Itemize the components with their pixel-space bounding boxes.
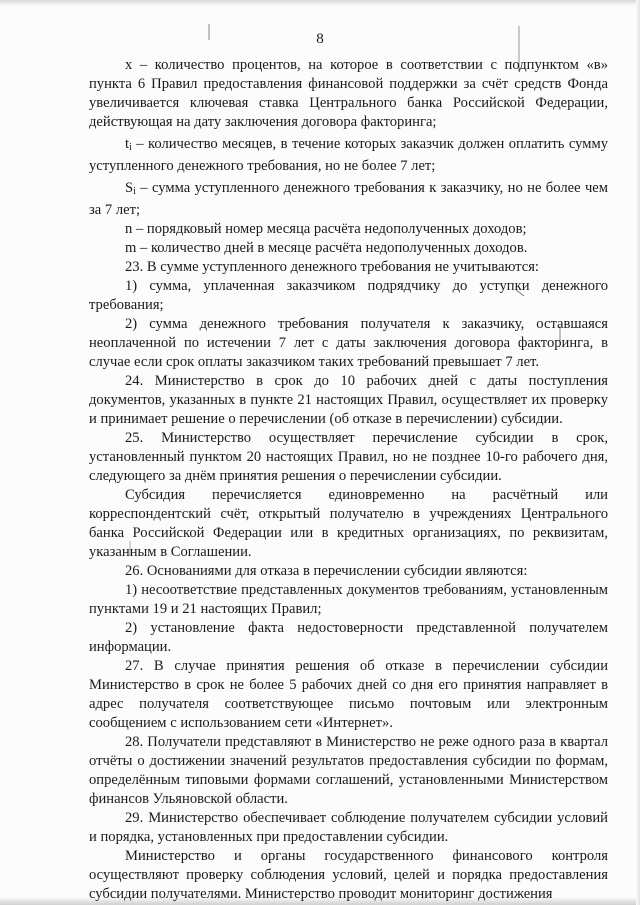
paragraph-x-definition: x – количество процентов, на которое в соответствии с подпунктом «в» пункта 6 Правил предоставления финансовой поддержки за счёт средств Фонда увеличивается ключевая ставка Центрального банка Российской Федерации, действующая на дату заключения договора факторинга; [89, 57, 608, 130]
body-text [89, 56, 608, 904]
paragraph-t-definition [89, 135, 608, 176]
symbol-t: t [125, 136, 130, 152]
paragraph-26-item-1: 1) несоответствие представленных документов требованиям, установленным пунктами 19 и 21 настоящих Правил; [89, 582, 608, 617]
paragraph-23-item-2: 2) сумма денежного требования получателя к заказчику, оставшаяся неоплаченной по истечении 7 лет с даты заключения договора факторинга, в случае если срок оплаты заказчиком таких требований превышает 7 лет. [89, 316, 608, 370]
paragraph-25: 25. Министерство осуществляет перечисление субсидии в срок, установленный пунктом 20 настоящих Правил, но не позднее 10-го рабочего дня, следующего за днём принятия решения о перечислении субсидии. [89, 430, 608, 484]
symbol-t-subscript: i [129, 142, 132, 153]
paragraph-n-definition: n – порядковый номер месяца расчёта недополученных доходов; [125, 221, 527, 237]
symbol-s: S [125, 180, 134, 196]
paragraph-26-item-2: 2) установление факта недостоверности представленной получателем информации. [89, 620, 608, 655]
paragraph-23-item-1: 1) сумма, уплаченная заказчиком подрядчику до уступки денежного требования; [89, 278, 608, 313]
paragraph-25-continued: Субсидия перечисляется единовременно на расчётный или корреспондентский счёт, открытый получателю в учреждениях Центрального банка Российской Федерации или в кредитных организациях, по реквизитам, указанным в Соглашении. [89, 487, 608, 560]
paragraph-23: 23. В сумме уступленного денежного требования не учитываются: [125, 259, 539, 275]
paragraph-s-text: – сумма уступленного денежного требования к заказчику, но не более чем за 7 лет; [89, 180, 608, 218]
page-number: 8 [316, 31, 324, 47]
paragraph-27: 27. В случае принятия решения об отказе в перечислении субсидии Министерство в срок не более 5 рабочих дней со дня его принятия направляет в адрес получателя соответствующее письмо почтовым или электронным сообщением с использованием сети «Интернет». [89, 658, 608, 731]
paragraph-s-definition [89, 179, 608, 220]
paragraph-29: 29. Министерство обеспечивает соблюдение получателем субсидии условий и порядка, установленных при предоставлении субсидии. [89, 810, 608, 845]
paragraph-29-continued: Министерство и органы государственного финансового контроля осуществляют проверку соблюдения условий, целей и порядка предоставления субсидии получателями. Министерство проводит мониторинг достижения [89, 848, 608, 902]
paragraph-m-definition: m – количество дней в месяце расчёта недополученных доходов. [125, 240, 528, 256]
paragraph-24: 24. Министерство в срок до 10 рабочих дней с даты поступления документов, указанных в пункте 21 настоящих Правил, осуществляет их проверку и принимает решение о перечислении (об отказе в перечислении) субсидии. [89, 373, 608, 427]
paragraph-t-text: – количество месяцев, в течение которых заказчик должен оплатить сумму уступленного денежного требования, но не более 7 лет; [89, 136, 608, 174]
paragraph-28: 28. Получатели представляют в Министерство не реже одного раза в квартал отчёты о достижении значений результатов предоставления субсидии по формам, определённым типовыми формами соглашений, установленными Министерством финансов Ульяновской области. [89, 734, 608, 807]
paragraph-26: 26. Основаниями для отказа в перечислении субсидии являются: [125, 563, 528, 579]
symbol-s-subscript: i [133, 186, 136, 197]
